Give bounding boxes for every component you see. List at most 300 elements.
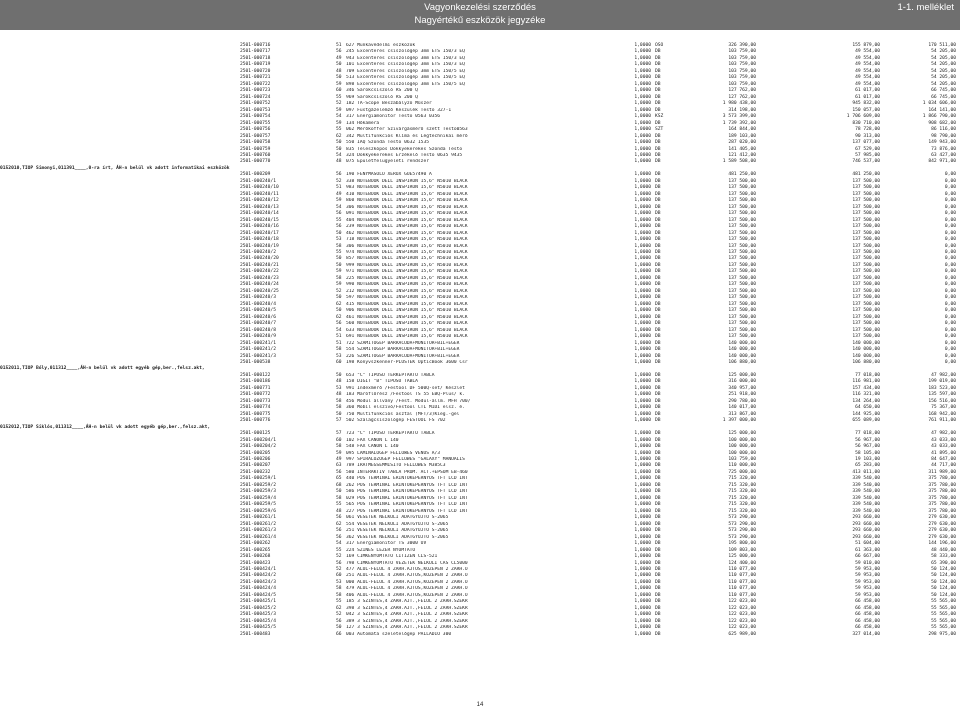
unit: DB	[655, 217, 661, 223]
asset-name: 224 SZÍNES LÉZER NYOMTATÓ	[346, 547, 416, 553]
asset-name: 415 NOTEBOOK DELL INSPIRON 15,6" N5010 BLACK	[346, 301, 468, 307]
asset-number: 50	[336, 62, 342, 68]
asset-name: 857 NOTEBOOK DELL INSPIRON 15,6" N5010 BLACK	[346, 256, 468, 262]
quantity: 1,0000	[634, 411, 651, 417]
gross-value: 1 739 392,00	[722, 120, 756, 126]
gross-value: 290 780,00	[728, 398, 756, 404]
net-value: 0,00	[944, 334, 956, 340]
asset-name: 997 SPIRÁLOZÓGÉP FELLOWES "GALAXY" MANUÁLIS	[346, 457, 465, 462]
gross-value: 715 320,00	[728, 476, 756, 482]
net-value: 0,00	[944, 288, 956, 294]
asset-name: 389 3 SZINTES,4 ZÁRH.AJT.,FELÜL 2 ZÁRH.SZEKR	[346, 618, 468, 624]
asset-name: 691 NOTEBOOK DELL INSPIRON 15,6" N5010 BLACK	[346, 334, 468, 340]
quantity: 1,0000	[634, 463, 651, 469]
quantity: 1,0000	[634, 250, 651, 255]
unit: DB	[655, 586, 661, 592]
asset-id: 2501-000240/14	[240, 211, 279, 217]
gross-value: 137 500,00	[728, 275, 756, 281]
depreciation: 137 077,00	[852, 140, 880, 146]
gross-value: 137 500,00	[728, 308, 756, 314]
depreciation: 66 667,00	[855, 554, 880, 560]
gross-value: 251 918,00	[728, 392, 756, 398]
asset-name: 342 Multifunkciós Klíma és Légtechnikai mérő	[346, 133, 468, 139]
asset-name: 653 "C" TÍPUSÚ TÉRKÉPTARTÓ TÁBLA	[346, 372, 435, 378]
gross-value: 313 867,00	[728, 411, 756, 417]
asset-number: 55	[336, 127, 342, 133]
quantity: 1,0000	[634, 243, 651, 249]
depreciation: 65 283,00	[855, 463, 880, 469]
asset-id: 2501-000755	[240, 120, 271, 126]
gross-value: 340 957,00	[728, 385, 756, 391]
quantity: 1,0000	[634, 372, 651, 378]
unit: DB	[655, 541, 661, 547]
unit: DB	[655, 314, 661, 320]
asset-id: 2501-000754	[240, 114, 271, 120]
unit: DB	[655, 243, 661, 249]
quantity: 1,0000	[634, 314, 651, 320]
gross-value: 137 500,00	[728, 262, 756, 268]
asset-id: 2501-000538	[240, 359, 271, 365]
asset-id: 2501-000724	[240, 94, 271, 100]
depreciation: 59 953,00	[855, 592, 880, 598]
asset-name: 360 Mobil elszívó/Festool CTL MIDI elsz. é.	[346, 405, 465, 411]
net-value: 375 780,00	[928, 502, 956, 508]
asset-number: 49	[336, 55, 342, 61]
asset-number: 57	[336, 431, 342, 437]
asset-name: 718 NOTEBOOK DELL INSPIRON 15,6" N5010 BLACK	[346, 237, 468, 243]
asset-name: 251 VESETÉK NÉLKÜLI ADATGYŰJTŐ S-2065	[346, 528, 449, 534]
quantity: 1,0000	[634, 508, 651, 514]
asset-name: 709 Excenteres csiszológép 3mm ETS 150/5 EQ	[346, 68, 465, 74]
gross-value: 110 000,00	[728, 463, 756, 469]
asset-name: 185 3 SZINTES,4 ZÁRH.AJT.,FELÜL 2 ZÁRH.SZEKR	[346, 599, 468, 605]
depreciation: 59 953,00	[855, 586, 880, 592]
asset-name: 983 NOTEBOOK DELL INSPIRON 15,6" N5010 BLACK	[346, 185, 468, 191]
quantity: 1,0000	[634, 528, 651, 534]
asset-id: 2501-000425/1	[240, 599, 276, 605]
asset-id: 2501-000424/2	[240, 573, 276, 579]
asset-id: 2501-000240/1	[240, 178, 276, 184]
net-value: 98 790,00	[931, 133, 956, 139]
gross-value: 137 500,00	[728, 321, 756, 327]
asset-id: 2501-000240/21	[240, 262, 279, 268]
asset-id: 2501-000483	[240, 631, 271, 637]
gross-value: 122 023,00	[728, 605, 756, 611]
depreciation: 137 500,00	[852, 288, 880, 294]
asset-name: 835 Teleszkópos Dokkyekerekes Szonda Testo	[346, 146, 463, 152]
unit: DB	[655, 457, 661, 462]
asset-id: 2501-000753	[240, 107, 271, 113]
unit: DB	[655, 437, 661, 443]
depreciation: 49 554,00	[855, 81, 880, 87]
asset-name: 565 POS TERMINÁL ÉRINTŐKÉPERNYŐS TFT LCD INT	[346, 502, 468, 508]
net-value: 0,00	[944, 178, 956, 184]
asset-number: 59	[336, 81, 342, 87]
gross-value: 110 077,00	[728, 586, 756, 592]
depreciation: 293 660,00	[852, 528, 880, 534]
unit: DB	[655, 94, 661, 100]
quantity: 1,0000	[634, 450, 651, 456]
page-number: 14	[476, 702, 484, 708]
asset-number: 66	[336, 631, 342, 637]
asset-name: 134 Hőkamera	[346, 120, 380, 126]
quantity: 1,0000	[634, 49, 651, 55]
asset-number: 62	[336, 605, 342, 611]
asset-id: 2501-000125	[240, 431, 271, 437]
quantity: 1,0000	[634, 133, 651, 139]
asset-id: 2501-000265	[240, 547, 271, 553]
asset-id: 2501-000240/22	[240, 269, 279, 275]
asset-number: 58	[336, 405, 342, 411]
unit: DB	[655, 599, 661, 605]
asset-number: 56	[336, 469, 342, 475]
unit: DB	[655, 334, 661, 340]
depreciation: 67 529,00	[855, 146, 880, 152]
asset-number: 50	[336, 140, 342, 146]
gross-value: 140 000,00	[728, 353, 756, 359]
asset-name: 158 DIGIT "B" TÍPUSÚ TÁBLA	[346, 379, 418, 385]
net-value: 0,00	[944, 198, 956, 204]
net-value: 156 516,00	[928, 398, 956, 404]
asset-number: 58	[336, 398, 342, 404]
asset-name: 513 Excenteres csiszológép 3mm ETS 150/5 EQ	[346, 75, 465, 81]
asset-name: 586 POS TERMINÁL ÉRINTŐKÉPERNYŐS TFT LCD INT	[346, 489, 468, 495]
quantity: 1,0000	[634, 43, 651, 48]
asset-number: 58	[336, 444, 342, 450]
quantity: 1,0000	[634, 592, 651, 598]
asset-id: 2501-000240/7	[240, 321, 276, 327]
gross-value: 110 077,00	[728, 592, 756, 598]
asset-id: 2501-000259/3	[240, 489, 276, 495]
asset-id: 2501-000770	[240, 159, 271, 165]
unit: OSO	[655, 43, 664, 48]
asset-number: 50	[336, 295, 342, 301]
net-value: 298 975,00	[928, 631, 956, 637]
asset-id: 2501-000240/4	[240, 301, 276, 307]
depreciation: 77 018,00	[855, 431, 880, 437]
unit: DB	[655, 237, 661, 243]
net-value: 0,00	[944, 211, 956, 217]
depreciation: 293 660,00	[852, 515, 880, 521]
asset-number: 53	[336, 353, 342, 359]
depreciation: 137 500,00	[852, 256, 880, 262]
asset-id: 2501-000425/3	[240, 612, 276, 618]
gross-value: 1 589 508,00	[722, 159, 756, 165]
asset-id: 2501-000776	[240, 418, 271, 424]
net-value: 199 019,00	[928, 379, 956, 385]
asset-name: 338 NOTEBOOK DELL INSPIRON 15,6" N5010 BLACK	[346, 178, 468, 184]
gross-value: 103 759,00	[728, 457, 756, 462]
asset-name: 003 Automata szeletelőgép PALLADIO 300	[346, 631, 452, 637]
gross-value: 110 077,00	[728, 566, 756, 572]
quantity: 1,0000	[634, 476, 651, 482]
net-value: 73 876,00	[931, 146, 956, 152]
depreciation: 49 554,00	[855, 55, 880, 61]
net-value: 311 989,00	[928, 469, 956, 475]
unit: DB	[655, 55, 661, 61]
asset-number: 59	[336, 198, 342, 204]
unit: DB	[655, 68, 661, 74]
depreciation: 481 250,00	[852, 172, 880, 178]
asset-number: 50	[336, 411, 342, 417]
gross-value: 137 500,00	[728, 288, 756, 294]
depreciation: 155 879,00	[852, 43, 880, 48]
unit: DB	[655, 159, 661, 165]
asset-number: 62	[336, 133, 342, 139]
depreciation: 137 500,00	[852, 295, 880, 301]
asset-id: 2501-000240/17	[240, 230, 279, 236]
net-value: 842 971,00	[928, 159, 956, 165]
depreciation: 339 540,00	[852, 489, 880, 495]
asset-name: 580 INTERAKTÍV TÁBLA PROM. ACT.+EPSOM EB-460	[346, 469, 468, 475]
quantity: 1,0000	[634, 62, 651, 68]
unit: DB	[655, 560, 661, 566]
unit: DB	[655, 146, 661, 152]
asset-id: 2501-000240/24	[240, 282, 279, 288]
asset-id: 2501-000240/11	[240, 191, 279, 197]
net-value: 50 124,00	[931, 586, 956, 592]
gross-value: 140 000,00	[728, 347, 756, 353]
asset-name: 262 POS TERMINÁL ÉRINTŐKÉPERNYŐS TFT LCD INT	[346, 482, 468, 488]
gross-value: 137 500,00	[728, 334, 756, 340]
unit: DB	[655, 204, 661, 210]
asset-name: 999 NOTEBOOK DELL INSPIRON 15,6" N5010 BLACK	[346, 262, 468, 268]
quantity: 1,0000	[634, 521, 651, 527]
asset-number: 48	[336, 159, 342, 165]
asset-id: 2501-000261/2	[240, 521, 276, 527]
net-value: 54 205,00	[931, 62, 956, 68]
depreciation: 945 832,00	[852, 101, 880, 107]
gross-value: 125 000,00	[728, 372, 756, 378]
asset-number: 50	[336, 262, 342, 268]
asset-name: 225 NOTEBOOK DELL INSPIRON 15,6" N5010 BLACK	[346, 275, 468, 281]
depreciation: 137 500,00	[852, 243, 880, 249]
gross-value: 3 573 399,00	[722, 114, 756, 120]
depreciation: 137 500,00	[852, 301, 880, 307]
asset-id: 2501-000424/4	[240, 586, 276, 592]
depreciation: 137 500,00	[852, 334, 880, 340]
asset-name: 000 ALUL-FELÜL 4 ZÁRH.AJTÓS,KÖZÉPEN 2 ZÁRH.O	[346, 579, 468, 585]
quantity: 1,0000	[634, 301, 651, 307]
net-value: 0,00	[944, 217, 956, 223]
gross-value: 125 000,00	[728, 431, 756, 437]
gross-value: 137 500,00	[728, 198, 756, 204]
asset-name: 627 Munkavédelmi eszközök	[346, 43, 416, 48]
asset-number: 50	[336, 308, 342, 314]
asset-id: 2501-000756	[240, 127, 271, 133]
quantity: 1,0000	[634, 178, 651, 184]
unit: DB	[655, 353, 661, 359]
gross-value: 103 759,00	[728, 81, 756, 87]
depreciation: 59 953,00	[855, 573, 880, 579]
net-value: 65 390,00	[931, 560, 956, 566]
quantity: 1,0000	[634, 599, 651, 605]
asset-number: 51	[336, 43, 342, 48]
asset-number: 58	[336, 243, 342, 249]
depreciation: 59 953,00	[855, 579, 880, 585]
depreciation: 116 981,00	[852, 379, 880, 385]
gross-value: 137 500,00	[728, 256, 756, 262]
asset-number: 54	[336, 114, 342, 120]
asset-id: 2501-000206	[240, 457, 271, 462]
depreciation: 66 458,00	[855, 599, 880, 605]
quantity: 1,0000	[634, 534, 651, 540]
gross-value: 573 290,00	[728, 534, 756, 540]
asset-name: 190 FÉNYMÁSOLÓ XEROX GUE57490 A	[346, 172, 432, 178]
depreciation: 150 057,00	[852, 107, 880, 113]
unit: DB	[655, 256, 661, 262]
unit: DB	[655, 359, 661, 365]
asset-name: 127 3 SZINTES,4 ZÁRH.AJT.,FELÜL 2 ZÁRH.SZEKR	[346, 625, 468, 631]
gross-value: 137 500,00	[728, 282, 756, 288]
asset-id: 2501-000259/4	[240, 495, 276, 501]
document-subtitle: Nagyértékű eszközök jegyzéke	[414, 15, 546, 26]
unit: DB	[655, 275, 661, 281]
asset-number: 50	[336, 146, 342, 152]
net-value: 170 511,00	[928, 43, 956, 48]
unit: DB	[655, 101, 661, 107]
quantity: 1,0000	[634, 541, 651, 547]
asset-name: 554 VESETÉK NÉLKÜLI ADATGYŰJTŐ S-2065	[346, 521, 449, 527]
gross-value: 137 500,00	[728, 314, 756, 320]
asset-number: 60	[336, 573, 342, 579]
net-value: 164 141,00	[928, 107, 956, 113]
asset-id: 2501-000423	[240, 560, 271, 566]
gross-value: 137 500,00	[728, 269, 756, 275]
asset-name: 226 SZÁMÍTÓGÉP BARRACUDA+MONITOR+BIL+EGÉR	[346, 353, 460, 359]
depreciation: 66 458,00	[855, 618, 880, 624]
quantity: 1,0000	[634, 392, 651, 398]
quantity: 1,0000	[634, 55, 651, 61]
quantity: 1,0000	[634, 230, 651, 236]
quantity: 1,0000	[634, 398, 651, 404]
unit: DB	[655, 262, 661, 268]
asset-name: 324 Dokkyekerekes Érzékelő Testo 0635 9435	[346, 152, 463, 158]
asset-name: 440 POS TERMINÁL ÉRINTŐKÉPERNYŐS TFT LCD INT	[346, 476, 468, 482]
net-value: 0,00	[944, 282, 956, 288]
quantity: 1,0000	[634, 262, 651, 268]
asset-name: 251 ALUL-FELÜL 4 ZÁRH.AJTÓS,KÖZÉPEN 2 ZÁRH.O	[346, 573, 468, 579]
asset-name: 212 NOTEBOOK DELL INSPIRON 15,6" N5010 BLACK	[346, 288, 468, 294]
asset-name: 990 NOTEBOOK DELL INSPIRON 15,6" N5010 BLACK	[346, 282, 468, 288]
unit: DB	[655, 392, 661, 398]
unit: DB	[655, 431, 661, 437]
net-value: 0,00	[944, 359, 956, 365]
table-row	[0, 632, 960, 638]
net-value: 41 895,00	[931, 450, 956, 456]
depreciation: 137 500,00	[852, 308, 880, 314]
gross-value: 164 844,00	[728, 127, 756, 133]
gross-value: 189 103,00	[728, 133, 756, 139]
gross-value: 127 762,00	[728, 88, 756, 94]
net-value: 0,00	[944, 243, 956, 249]
asset-name: 974 NOTEBOOK DELL INSPIRON 15,6" N5010 BLACK	[346, 250, 468, 255]
quantity: 1,0000	[634, 437, 651, 443]
unit: KSZ	[655, 114, 664, 120]
gross-value: 137 500,00	[728, 211, 756, 217]
depreciation: 61 017,00	[855, 88, 880, 94]
net-value: 47 982,00	[931, 372, 956, 378]
unit: DB	[655, 372, 661, 378]
asset-number: 54	[336, 204, 342, 210]
asset-number: 60	[336, 359, 342, 365]
asset-name: 789 IRATMEGSEMMISÍTŐ FELLOWES M385C3	[346, 463, 446, 469]
asset-name: 346 Sarokcsiszoló RS 200 Q	[346, 88, 418, 94]
quantity: 1,0000	[634, 288, 651, 294]
asset-id: 2501-000772	[240, 392, 271, 398]
asset-number: 54	[336, 327, 342, 333]
unit: DB	[655, 288, 661, 294]
depreciation: 49 554,00	[855, 62, 880, 68]
depreciation: 137 500,00	[852, 178, 880, 184]
quantity: 1,0000	[634, 353, 651, 359]
depreciation: 137 500,00	[852, 275, 880, 281]
quantity: 1,0000	[634, 618, 651, 624]
asset-id: 2501-000261/3	[240, 528, 276, 534]
asset-name: 906 NOTEBOOK DELL INSPIRON 15,6" N5010 BLACK	[346, 308, 468, 314]
gross-value: 103 759,00	[728, 49, 756, 55]
asset-id: 2501-000760	[240, 152, 271, 158]
asset-name: 362 VESETÉK NÉLKÜLI ADATGYŰJTŐ S-2065	[346, 534, 449, 540]
attachment-label: 1-1. melléklet	[897, 2, 954, 13]
asset-number: 59	[336, 107, 342, 113]
quantity: 1,0000	[634, 554, 651, 560]
unit: DB	[655, 224, 661, 230]
asset-number: 52	[336, 566, 342, 572]
asset-name: 722 SZÁMÍTÓGÉP BARRACUDA+MONITOR+BIL+EGÉR	[346, 340, 460, 346]
section-title: 0152012,TIOP Siklós,011312____,ÁH-n belül vk adott egyéb gép,ber.,felsz.akt,	[0, 424, 211, 430]
quantity: 1,0000	[634, 431, 651, 437]
gross-value: 137 500,00	[728, 243, 756, 249]
asset-name: 969 Sarokcsiszoló RS 200 Q	[346, 94, 418, 100]
asset-number: 58	[336, 592, 342, 598]
net-value: 54 205,00	[931, 81, 956, 87]
depreciation: 137 500,00	[852, 321, 880, 327]
asset-number: 50	[336, 256, 342, 262]
asset-number: 60	[336, 88, 342, 94]
quantity: 1,0000	[634, 405, 651, 411]
gross-value: 137 500,00	[728, 178, 756, 184]
net-value: 58 333,00	[931, 554, 956, 560]
quantity: 1,0000	[634, 625, 651, 631]
asset-name: 898 Excenteres csiszológép 3mm ETS 150/5 EQ	[346, 81, 465, 87]
asset-id: 2501-000259/1	[240, 476, 276, 482]
quantity: 1,0000	[634, 321, 651, 327]
unit: DB	[655, 631, 661, 637]
unit: DB	[655, 534, 661, 540]
unit: DB	[655, 482, 661, 488]
net-value: 47 982,00	[931, 431, 956, 437]
asset-id: 2501-000424/5	[240, 592, 276, 598]
quantity: 1,0000	[634, 612, 651, 618]
asset-number: 55	[336, 599, 342, 605]
asset-id: 2501-000719	[240, 62, 271, 68]
asset-id: 2501-000240/3	[240, 295, 276, 301]
depreciation: 56 967,00	[855, 444, 880, 450]
unit: DB	[655, 282, 661, 288]
asset-number: 65	[336, 476, 342, 482]
asset-number: 55	[336, 502, 342, 508]
asset-id: 2501-000240/2	[240, 250, 276, 255]
unit: DB	[655, 515, 661, 521]
asset-id: 2501-000240/9	[240, 334, 276, 340]
asset-id: 2501-000240/8	[240, 327, 276, 333]
asset-id: 2501-000720	[240, 68, 271, 74]
gross-value: 137 500,00	[728, 217, 756, 223]
quantity: 1,0000	[634, 237, 651, 243]
gross-value: 140 000,00	[728, 340, 756, 346]
quantity: 1,0000	[634, 172, 651, 178]
